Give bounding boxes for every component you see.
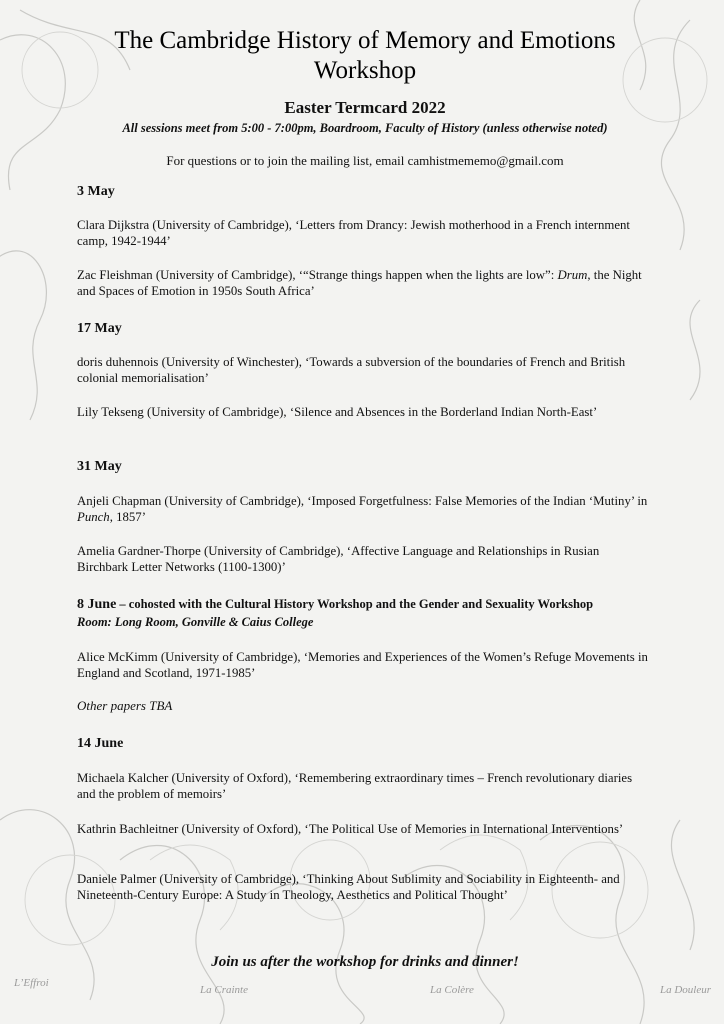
term-heading: Easter Termcard 2022 — [284, 98, 446, 117]
session-note: – cohosted with the Cultural History Workshop and the Gender and Sexuality Workshop — [116, 597, 594, 611]
paper-entry: Lily Tekseng (University of Cambridge), ‘Silence and Absences in the Borderland Indian North-East’ — [77, 405, 598, 419]
session-date-line — [77, 597, 593, 613]
paper-entry: Michaela Kalcher (University of Oxford), ‘Remembering extraordinary times – French revolutionary diaries and the problem of memoirs’ — [77, 771, 633, 801]
session-date: 31 May — [77, 459, 122, 474]
other-papers-note: Other papers TBA — [77, 698, 173, 713]
title-line-1: The Cambridge History of Memory and Emotions — [114, 27, 616, 54]
paper-entry: Kathrin Bachleitner (University of Oxford), ‘The Political Use of Memories in International Interventions’ — [77, 822, 624, 836]
paper-entry: Zac Fleishman (University of Cambridge), ‘“Strange things happen when the lights are low”: Drum, the Night and Spaces of Emotion in 1950s South Africa’ — [77, 268, 642, 298]
session-date: 17 May — [77, 321, 122, 336]
session-date: 14 June — [77, 736, 124, 751]
illustration-caption: La Douleur — [660, 984, 712, 996]
title-line-2: Workshop — [313, 57, 417, 84]
paper-entry: Amelia Gardner-Thorpe (University of Cambridge), ‘Affective Language and Relationships in Rusian Birchbark Letter Networks (1100-1300)’ — [77, 544, 600, 574]
session-date: 8 June — [77, 597, 117, 612]
paper-entry: Anjeli Chapman (University of Cambridge), ‘Imposed Forgetfulness: False Memories of the Indian ‘Mutiny’ in Punch, 1857’ — [77, 494, 648, 524]
page-title — [60, 26, 670, 86]
closing-invitation: Join us after the workshop for drinks and dinner! — [211, 954, 519, 970]
session-room: Room: Long Room, Gonville & Caius College — [77, 615, 314, 629]
paper-entry: Clara Dijkstra (University of Cambridge), ‘Letters from Drancy: Jewish motherhood in a French internment camp, 1942-1944’ — [77, 218, 630, 248]
publication-title: Punch — [77, 510, 110, 524]
session-date: 3 May — [77, 184, 115, 199]
contact-info: For questions or to join the mailing list, email camhistmememo@gmail.com — [166, 153, 564, 168]
meeting-info: All sessions meet from 5:00 - 7:00pm, Boardroom, Faculty of History (unless otherwise noted) — [122, 121, 608, 135]
publication-title: Drum — [557, 268, 588, 282]
paper-entry: doris duhennois (University of Winchester), ‘Towards a subversion of the boundaries of French and British colonial memorialisation’ — [77, 355, 626, 385]
illustration-caption: La Crainte — [200, 984, 248, 996]
paper-entry: Alice McKimm (University of Cambridge), ‘Memories and Experiences of the Women’s Refuge Movements in England and Scotland, 1971-1985’ — [77, 650, 648, 680]
illustration-caption: L’Effroi — [14, 977, 49, 989]
illustration-caption: La Colère — [430, 984, 474, 996]
paper-entry: Daniele Palmer (University of Cambridge), ‘Thinking About Sublimity and Sociability in Eighteenth- and Nineteenth-Century Europe: A Study in Theology, Aesthetics and Political Thought’ — [77, 872, 620, 902]
